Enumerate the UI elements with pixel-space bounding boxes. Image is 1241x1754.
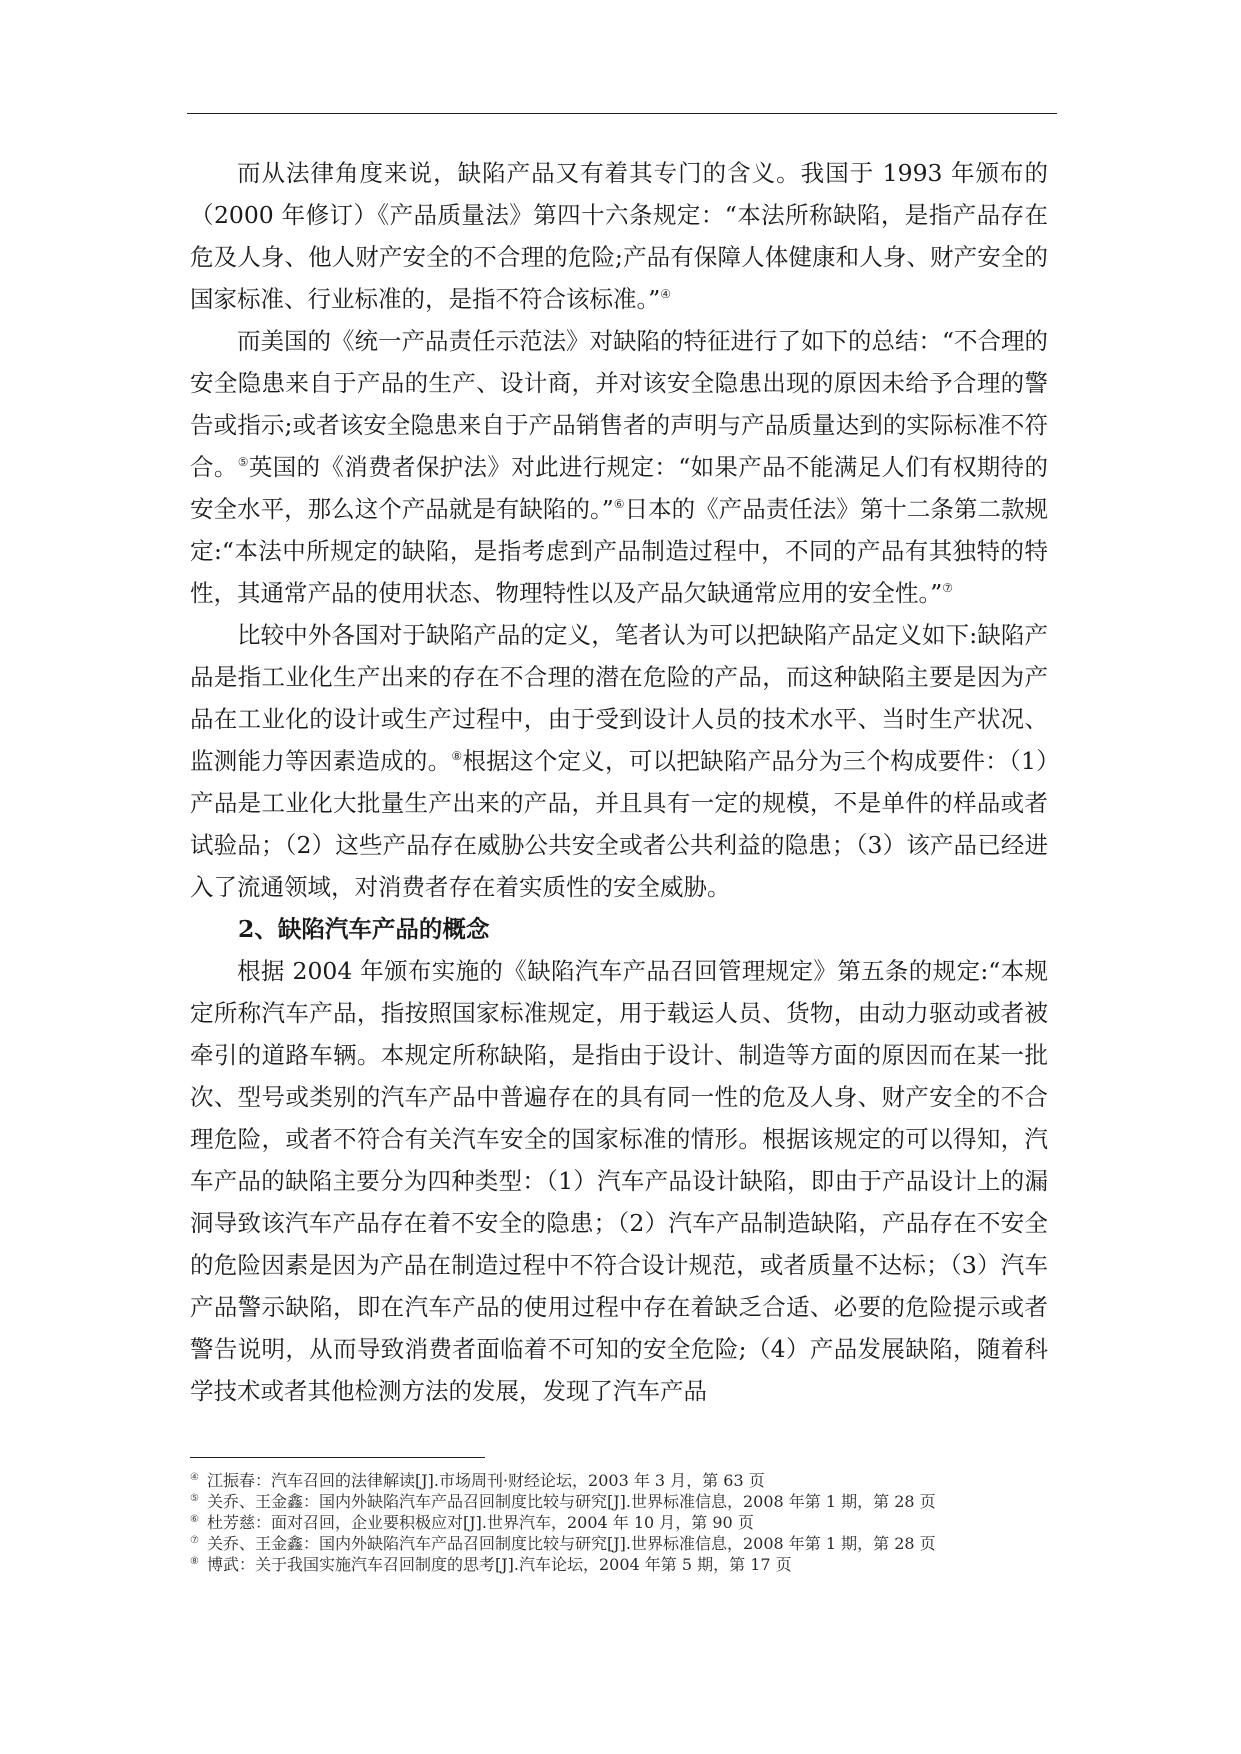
footnote-mark: ④ bbox=[190, 1471, 199, 1483]
paragraph-2 bbox=[190, 320, 1048, 614]
paragraph-4: 根据 2004 年颁布实施的《缺陷汽车产品召回管理规定》第五条的规定:“本规定所称汽车产品，指按照国家标准规定，用于载运人员、货物，由动力驱动或者被牵引的道路车辆。本规定所称缺陷，是指由于设计、制造等方面的原因而在某一批次、型号或类别的汽车产品中普遍存在的具有同一性的危及人身、财产安全的不合理危险，或者不符合有关汽车安全的国家标准的情形。根据该规定的可以得知，汽车产品的缺陷主要分为四种类型：（1）汽车产品设计缺陷，即由于产品设计上的漏洞导致该汽车产品存在着不安全的隐患；（2）汽车产品制造缺陷，产品存在不安全的危险因素是因为产品在制造过程中不符合设计规范，或者质量不达标；（3）汽车产品警示缺陷，即在汽车产品的使用过程中存在着缺乏合适、必要的危险提示或者警告说明，从而导致消费者面临着不可知的安全危险;（4）产品发展缺陷，随着科学技术或者其他检测方法的发展，发现了汽车产品 bbox=[190, 957, 1048, 1405]
paragraph-1-text: 而从法律角度来说，缺陷产品又有着其专门的含义。我国于 1993 年颁布的（2000 年修订）《产品质量法》第四十六条规定：“本法所称缺陷，是指产品存在危及人身、他人财产安全的不合理的危险;产品有保障人体健康和人身、财产安全的国家标准、行业标准的，是指不符合该标准。” bbox=[190, 159, 1048, 313]
note-ref-5: ⑤ bbox=[237, 455, 249, 470]
note-ref-8: ⑧ bbox=[451, 749, 463, 764]
footnote-text: 杜芳慈：面对召回，企业要积极应对[J].世界汽车，2004 年 10 月，第 90 页 bbox=[206, 1513, 754, 1532]
body-text bbox=[190, 152, 1048, 1412]
section-heading: 2、缺陷汽车产品的概念 bbox=[238, 915, 490, 943]
paragraph-3-text-1: 比较中外各国对于缺陷产品的定义，笔者认为可以把缺陷产品定义如下:缺陷产品是指工业化生产出来的存在不合理的潜在危险的产品，而这种缺陷主要是因为产品在工业化的设计或生产过程中，由于受到设计人员的技术水平、当时生产状况、监测能力等因素造成的。 bbox=[190, 621, 1048, 775]
paragraph-2-text-2: 英国的《消费者保护法》对此进行规定：“如果产品不能满足人们有权期待的安全水平，那么这个产品就是有缺陷的。” bbox=[190, 453, 1049, 523]
footnote-text: 关乔、王金鑫：国内外缺陷汽车产品召回制度比较与研究[J].世界标准信息，2008 年第 1 期，第 28 页 bbox=[206, 1492, 936, 1511]
footnote-text: 关乔、王金鑫：国内外缺陷汽车产品召回制度比较与研究[J].世界标准信息，2008 年第 1 期，第 28 页 bbox=[206, 1534, 936, 1553]
footnote-mark: ⑤ bbox=[190, 1492, 199, 1504]
note-ref-7: ⑦ bbox=[942, 581, 954, 596]
paragraph-1 bbox=[190, 152, 1048, 320]
footnote-4 bbox=[190, 1470, 1050, 1491]
footnote-text: 江振春：汽车召回的法律解读[J].市场周刊·财经论坛，2003 年 3 月，第 63 页 bbox=[206, 1471, 765, 1490]
paragraph-3-text-2: 根据这个定义，可以把缺陷产品分为三个构成要件：（1）产品是工业化大批量生产出来的产品，并且具有一定的规模，不是单件的样品或者试验品；（2）这些产品存在威胁公共安全或者公共利益的隐患；（3）该产品已经进入了流通领域，对消费者存在着实质性的安全威胁。 bbox=[190, 747, 1049, 901]
footnote-8 bbox=[190, 1554, 1050, 1575]
footnote-mark: ⑧ bbox=[190, 1555, 199, 1567]
paragraph-2-text-1: 而美国的《统一产品责任示范法》对缺陷的特征进行了如下的总结：“不合理的安全隐患来自于产品的生产、设计商，并对该安全隐患出现的原因未给予合理的警告或指示;或者该安全隐患来自于产品销售者的声明与产品质量达到的实际标准不符合。 bbox=[190, 327, 1049, 481]
footnote-mark: ⑥ bbox=[190, 1513, 199, 1525]
paragraph-2-text-3: 日本的《产品责任法》第十二条第二款规定:“本法中所规定的缺陷，是指考虑到产品制造过程中，不同的产品有其独特的特性，其通常产品的使用状态、物理特性以及产品欠缺通常应用的安全性。” bbox=[190, 495, 1049, 607]
footnote-mark: ⑦ bbox=[190, 1534, 199, 1546]
footnote-text: 博武：关于我国实施汽车召回制度的思考[J].汽车论坛，2004 年第 5 期，第 17 页 bbox=[206, 1555, 792, 1574]
footnotes bbox=[190, 1470, 1050, 1575]
footnote-5 bbox=[190, 1491, 1050, 1512]
footnote-7 bbox=[190, 1533, 1050, 1554]
paragraph-3 bbox=[190, 614, 1048, 908]
footnote-rule bbox=[190, 1457, 485, 1458]
note-ref-4: ④ bbox=[660, 287, 672, 302]
header-rule bbox=[187, 113, 1057, 114]
note-ref-6: ⑥ bbox=[613, 497, 625, 512]
footnote-6 bbox=[190, 1512, 1050, 1533]
